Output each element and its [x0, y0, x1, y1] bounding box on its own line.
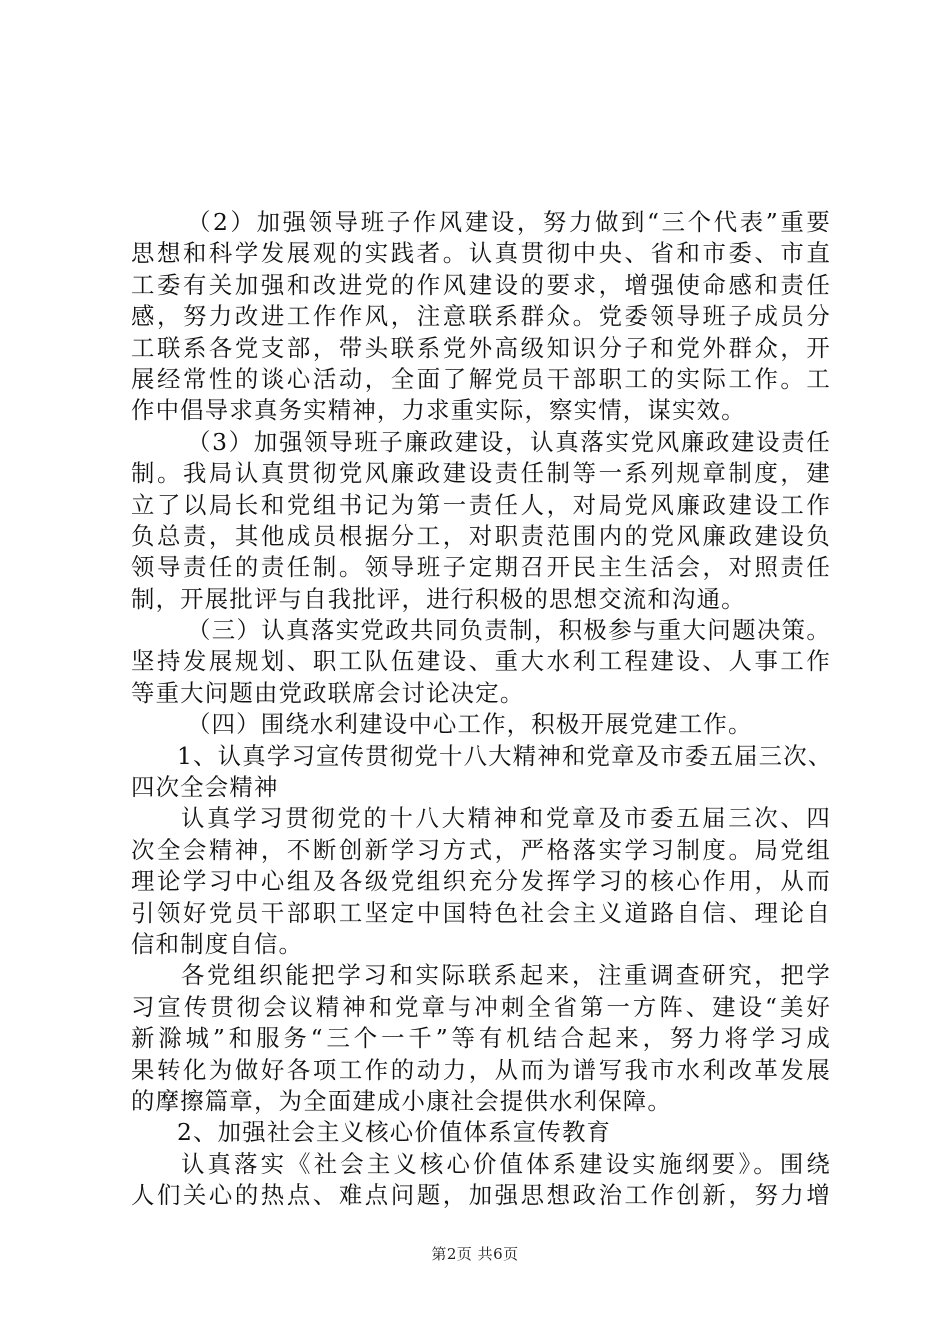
text-line: 展经常性的谈心活动，全面了解党员干部职工的实际工作。工	[131, 364, 831, 393]
text-line: 各党组织能把学习和实际联系起来，注重调查研究，把学	[181, 961, 831, 990]
text-line: 认真学习贯彻党的十八大精神和党章及市委五届三次、四	[181, 804, 831, 833]
text-line: 负总责，其他成员根据分工，对职责范围内的党风廉政建设负	[131, 521, 831, 550]
text-line: 信和制度自信。	[131, 929, 304, 958]
text-line: 等重大问题由党政联席会讨论决定。	[131, 678, 525, 707]
text-line: 新滁城”和服务“三个一千”等有机结合起来，努力将学习成	[131, 1024, 831, 1053]
text-line: 的摩擦篇章，为全面建成小康社会提供水利保障。	[131, 1086, 672, 1115]
text-line: 2、加强社会主义核心价值体系宣传教育	[177, 1118, 612, 1147]
page-footer: 第2页 共6页	[431, 1245, 519, 1263]
text-line: 作中倡导求真务实精神，力求重实际，察实情，谋实效。	[131, 396, 746, 425]
text-line: （2）加强领导班子作风建设，努力做到“三个代表”重要	[187, 208, 831, 236]
text-line: 领导责任的责任制。领导班子定期召开民主生活会，对照责任	[131, 553, 831, 582]
text-line: 习宣传贯彻会议精神和党章与冲刺全省第一方阵、建设“美好	[131, 992, 831, 1021]
text-line: （四）围绕水利建设中心工作，积极开展党建工作。	[187, 710, 753, 739]
text-line: 1、认真学习宣传贯彻党十八大精神和党章及市委五届三次、	[177, 741, 833, 770]
text-line: 制。我局认真贯彻党风廉政建设责任制等一系列规章制度，建	[131, 459, 831, 488]
text-line: 次全会精神，不断创新学习方式，严格落实学习制度。局党组	[131, 835, 831, 864]
text-line: 思想和科学发展观的实践者。认真贯彻中央、省和市委、市直	[131, 239, 831, 268]
text-line: 立了以局长和党组书记为第一责任人，对局党风廉政建设工作	[131, 490, 831, 519]
text-line: 工联系各党支部，带头联系党外高级知识分子和党外群众，开	[131, 333, 831, 362]
text-line: 人们关心的热点、难点问题，加强思想政治工作创新，努力增	[131, 1181, 831, 1210]
text-line: 工委有关加强和改进党的作风建设的要求，增强使命感和责任	[131, 270, 831, 299]
text-line: 坚持发展规划、职工队伍建设、重大水利工程建设、人事工作	[131, 647, 831, 676]
text-line: 四次全会精神	[131, 773, 279, 802]
text-line: （三）认真落实党政共同负责制，积极参与重大问题决策。	[187, 616, 831, 645]
text-line: 认真落实《社会主义核心价值体系建设实施纲要》。围绕	[181, 1149, 831, 1178]
text-line: 引领好党员干部职工坚定中国特色社会主义道路自信、理论自	[131, 898, 831, 927]
text-line: 制，开展批评与自我批评，进行积极的思想交流和沟通。	[131, 584, 746, 613]
text-line: 理论学习中心组及各级党组织充分发挥学习的核心作用，从而	[131, 867, 831, 896]
text-line: 感，努力改进工作作风，注意联系群众。党委领导班子成员分	[131, 302, 831, 331]
document-body	[131, 207, 831, 1212]
text-line: 果转化为做好各项工作的动力，从而为谱写我市水利改革发展	[131, 1055, 831, 1084]
text-line: （3）加强领导班子廉政建设，认真落实党风廉政建设责任	[187, 427, 831, 456]
